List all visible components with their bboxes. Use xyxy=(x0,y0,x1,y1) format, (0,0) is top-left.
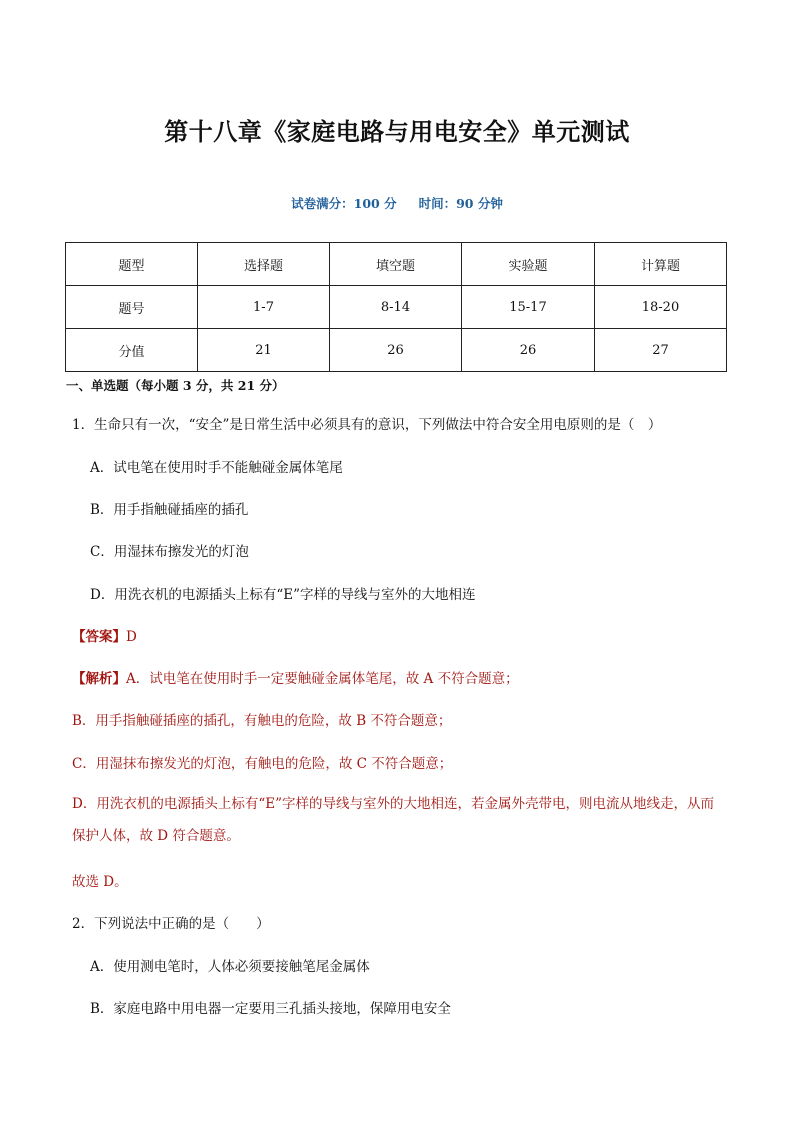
answer-value: D xyxy=(126,629,137,645)
table-row xyxy=(66,243,727,286)
answer-line xyxy=(72,625,137,645)
option-c: C．用湿抹布擦发光的灯泡 xyxy=(90,544,249,560)
analysis-text: A．试电笔在使用时手一定要触碰金属体笔尾，故 A 不符合题意； xyxy=(126,671,519,687)
table-cell: 18-20 xyxy=(595,286,727,329)
table-cell: 8-14 xyxy=(330,286,462,329)
table-row xyxy=(66,286,727,329)
table-cell: 选择题 xyxy=(198,243,330,286)
option-a: A．使用测电笔时，人体必须要接触笔尾金属体 xyxy=(90,959,370,975)
answer-tag: 【答案】 xyxy=(72,629,126,645)
table-cell: 26 xyxy=(330,329,462,372)
table-cell: 15-17 xyxy=(462,286,595,329)
analysis-line: C．用湿抹布擦发光的灯泡，有触电的危险，故 C 不符合题意； xyxy=(72,756,453,772)
option-a: A．试电笔在使用时手不能触碰金属体笔尾 xyxy=(90,460,343,476)
question-stem: 1．生命只有一次，“安全”是日常生活中必须具有的意识，下列做法中符合安全用电原则的是（ ） xyxy=(72,417,662,433)
analysis-line: B．用手指触碰插座的插孔，有触电的危险，故 B 不符合题意； xyxy=(72,713,452,729)
page-title: 第十八章《家庭电路与用电安全》单元测试 xyxy=(164,117,630,146)
option-b: B．家庭电路中用电器一定要用三孔插头接地，保障用电安全 xyxy=(90,1001,451,1017)
table-cell: 题号 xyxy=(66,286,198,329)
exam-score: 试卷满分：100 分 xyxy=(291,196,397,211)
analysis-line xyxy=(72,667,519,687)
analysis-line: D．用洗衣机的电源插头上标有“E”字样的导线与室外的大地相连，若金属外壳带电，则电流从地线走，从而保护人体，故 D 符合题意。 xyxy=(72,796,714,844)
analysis-tag: 【解析】 xyxy=(72,671,126,687)
score-table xyxy=(65,242,727,372)
option-b: B．用手指触碰插座的插孔 xyxy=(90,502,249,518)
table-cell: 填空题 xyxy=(330,243,462,286)
table-cell: 分值 xyxy=(66,329,198,372)
section-heading: 一、单选题（每小题 3 分，共 21 分） xyxy=(66,378,285,393)
table-cell: 26 xyxy=(462,329,595,372)
table-cell: 21 xyxy=(198,329,330,372)
table-cell: 1-7 xyxy=(198,286,330,329)
option-d: D．用洗衣机的电源插头上标有“E”字样的导线与室外的大地相连 xyxy=(90,587,476,603)
table-cell: 实验题 xyxy=(462,243,595,286)
exam-meta xyxy=(0,194,794,212)
table-row xyxy=(66,329,727,372)
table-cell: 题型 xyxy=(66,243,198,286)
exam-time: 时间：90 分钟 xyxy=(418,196,503,211)
table-cell: 计算题 xyxy=(595,243,727,286)
conclusion-line: 故选 D。 xyxy=(72,874,128,890)
question-stem: 2．下列说法中正确的是（ ） xyxy=(72,916,270,932)
table-cell: 27 xyxy=(595,329,727,372)
